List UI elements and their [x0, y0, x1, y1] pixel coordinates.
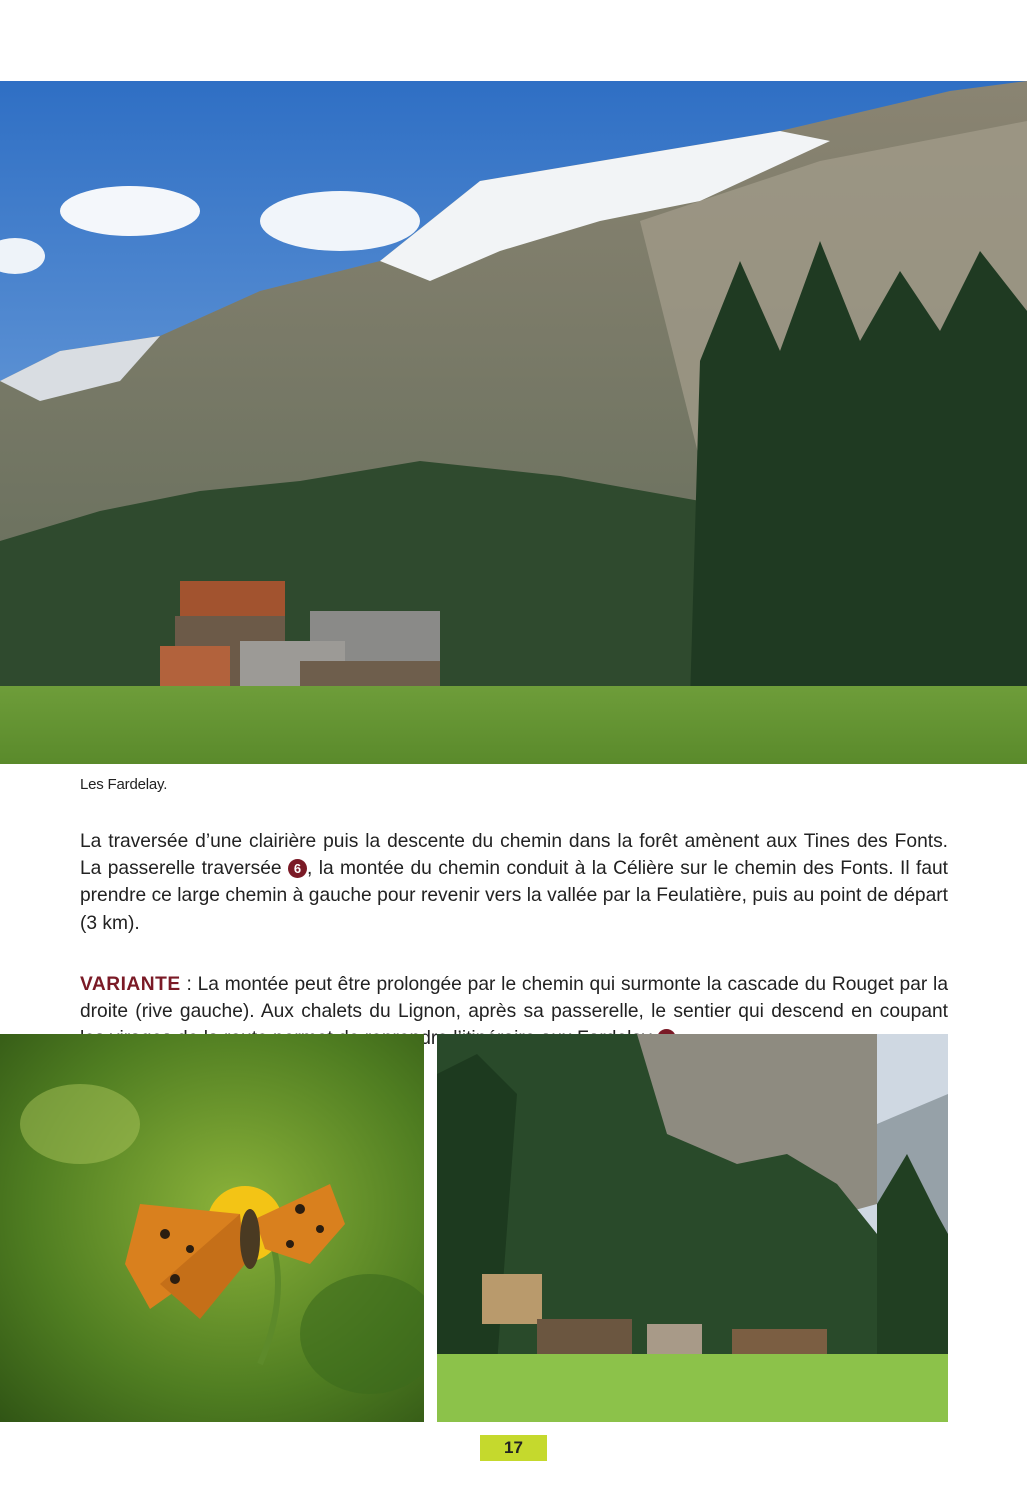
photo-les-fardelay	[0, 81, 1027, 764]
paragraph-route	[80, 828, 948, 937]
paragraph-text: : La montée peut être prolongée par le chemin qui surmonte la cascade du Rouget par la droite (rive gauche). Aux chalets du Lignon, après sa passerelle, le sentier qui descend en coupant	[80, 974, 948, 1023]
photo-le-lignon	[437, 1034, 948, 1422]
caption-les-fardelay: Les Fardelay.	[80, 776, 168, 793]
waypoint-badge-6: 6	[288, 859, 307, 878]
photo-petit-nacre	[0, 1034, 424, 1422]
page-number: 17	[480, 1435, 547, 1461]
paragraph-text: , la montée du chemin conduit à la Célière sur le chemin des Fonts. Il faut prendre ce large chemin à gauche pour revenir vers la vallée par la Feulatière, puis au point de départ (3 km).	[80, 858, 948, 934]
paragraph-text: La traversée d’une clairière puis la descente du chemin dans la forêt amènent aux Tines des Fonts. La passerelle traversée	[80, 831, 948, 880]
variante-label: VARIANTE	[80, 974, 181, 995]
